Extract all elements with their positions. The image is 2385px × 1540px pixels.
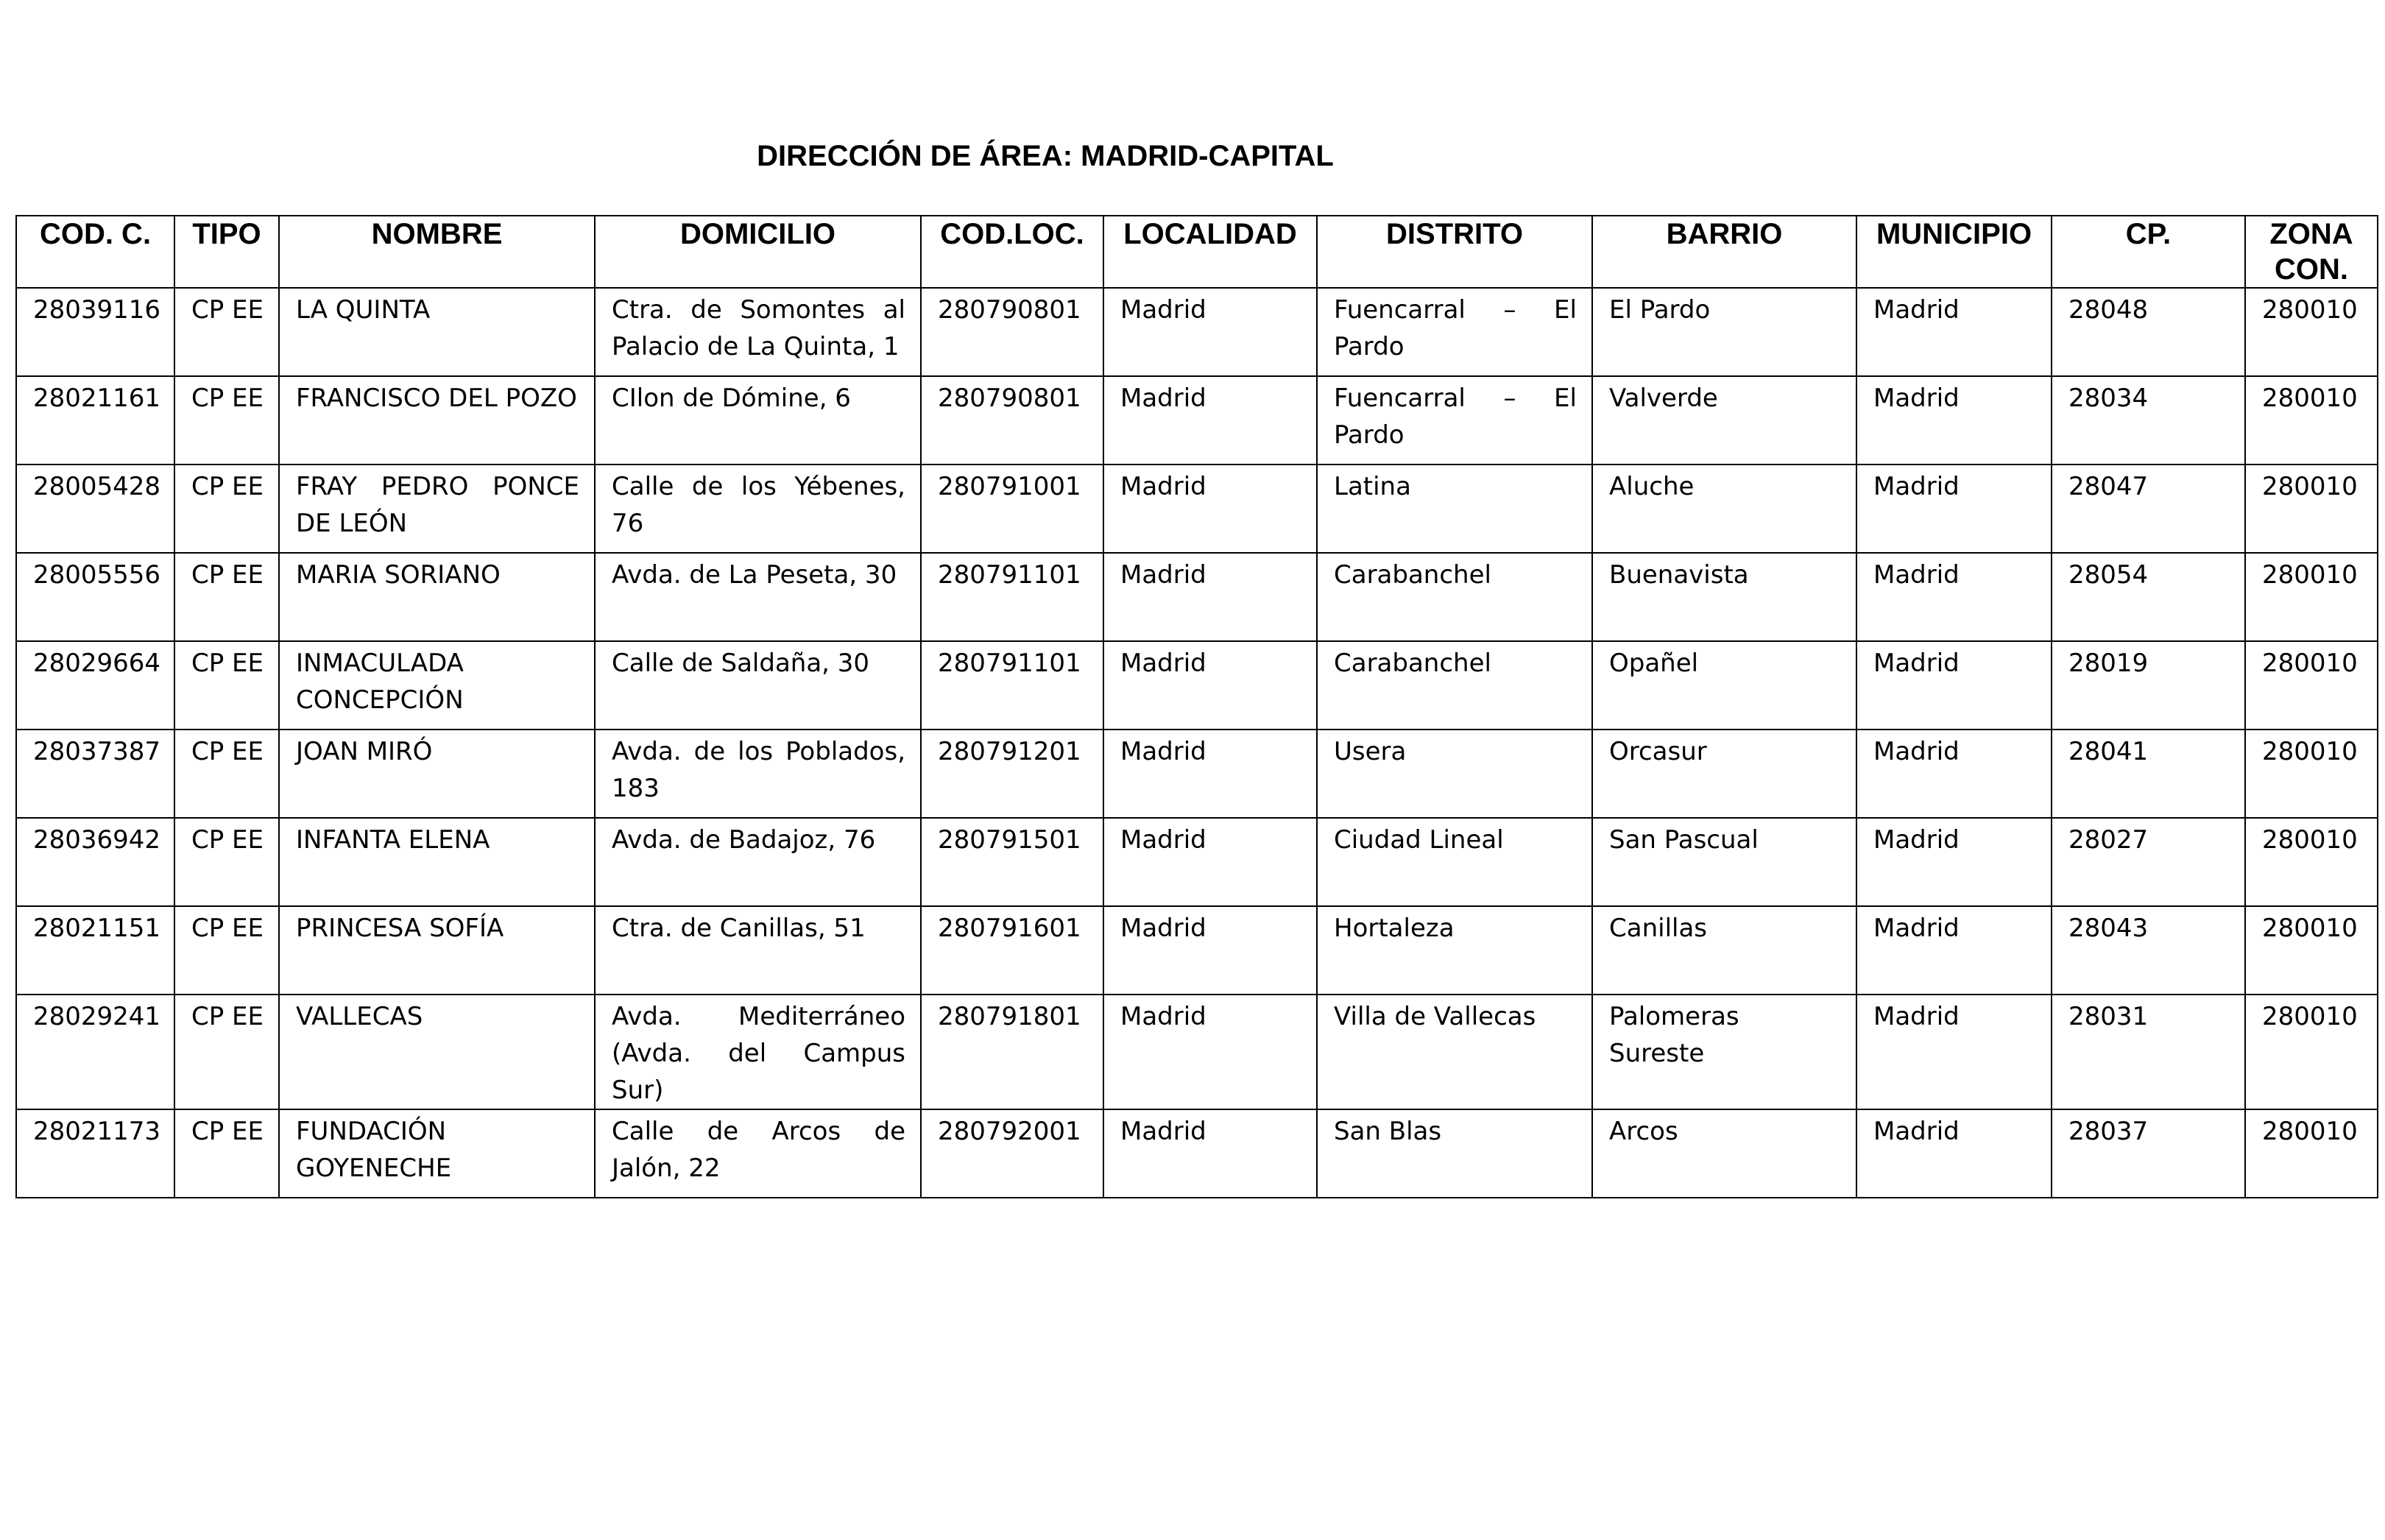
cell-barrio: Aluche xyxy=(1592,465,1856,553)
cell-distrito: Latina xyxy=(1317,465,1592,553)
table-row xyxy=(16,288,2378,376)
cell-barrio: Opañel xyxy=(1592,641,1856,730)
cell-cp: 28043 xyxy=(2052,906,2245,995)
cell-cod-loc: 280790801 xyxy=(921,288,1103,376)
cell-cp: 28048 xyxy=(2052,288,2245,376)
cell-tipo: CP EE xyxy=(174,906,279,995)
cell-cp: 28047 xyxy=(2052,465,2245,553)
cell-municipio: Madrid xyxy=(1856,1109,2052,1198)
cell-zona-con: 280010 xyxy=(2245,1109,2378,1198)
cell-localidad: Madrid xyxy=(1103,730,1317,818)
cell-domicilio: Ctra. de Canillas, 51 xyxy=(595,906,921,995)
cell-cp: 28019 xyxy=(2052,641,2245,730)
cell-nombre: JOAN MIRÓ xyxy=(279,730,595,818)
cell-municipio: Madrid xyxy=(1856,995,2052,1109)
schools-table xyxy=(15,215,2378,1198)
header-distrito: DISTRITO xyxy=(1317,216,1592,288)
cell-cp: 28037 xyxy=(2052,1109,2245,1198)
cell-barrio: El Pardo xyxy=(1592,288,1856,376)
cell-cp: 28041 xyxy=(2052,730,2245,818)
page-title: DIRECCIÓN DE ÁREA: MADRID-CAPITAL xyxy=(757,140,1334,172)
cell-barrio: Orcasur xyxy=(1592,730,1856,818)
table-row xyxy=(16,376,2378,465)
header-nombre: NOMBRE xyxy=(279,216,595,288)
cell-domicilio: Avda. de Badajoz, 76 xyxy=(595,818,921,906)
cell-zona-con: 280010 xyxy=(2245,995,2378,1109)
cell-tipo: CP EE xyxy=(174,995,279,1109)
cell-cod-c: 28029241 xyxy=(16,995,174,1109)
cell-cod-loc: 280791101 xyxy=(921,641,1103,730)
cell-municipio: Madrid xyxy=(1856,465,2052,553)
cell-barrio: Canillas xyxy=(1592,906,1856,995)
table-row xyxy=(16,906,2378,995)
cell-nombre: PRINCESA SOFÍA xyxy=(279,906,595,995)
cell-domicilio: Avda. de La Peseta, 30 xyxy=(595,553,921,641)
table-row xyxy=(16,995,2378,1109)
table-header-row xyxy=(16,216,2378,288)
cell-cod-c: 28039116 xyxy=(16,288,174,376)
cell-tipo: CP EE xyxy=(174,288,279,376)
cell-tipo: CP EE xyxy=(174,1109,279,1198)
cell-nombre: FRAY PEDRO PONCE DE LEÓN xyxy=(279,465,595,553)
cell-distrito: Carabanchel xyxy=(1317,553,1592,641)
cell-nombre: FUNDACIÓN GOYENECHE xyxy=(279,1109,595,1198)
cell-localidad: Madrid xyxy=(1103,465,1317,553)
cell-municipio: Madrid xyxy=(1856,641,2052,730)
cell-municipio: Madrid xyxy=(1856,818,2052,906)
cell-nombre: INFANTA ELENA xyxy=(279,818,595,906)
table-row xyxy=(16,553,2378,641)
cell-tipo: CP EE xyxy=(174,818,279,906)
cell-cod-c: 28021173 xyxy=(16,1109,174,1198)
cell-barrio: Valverde xyxy=(1592,376,1856,465)
cell-cod-c: 28005556 xyxy=(16,553,174,641)
table-row xyxy=(16,465,2378,553)
cell-zona-con: 280010 xyxy=(2245,465,2378,553)
cell-tipo: CP EE xyxy=(174,641,279,730)
cell-zona-con: 280010 xyxy=(2245,641,2378,730)
cell-cp: 28027 xyxy=(2052,818,2245,906)
cell-cod-c: 28029664 xyxy=(16,641,174,730)
header-cod-c: COD. C. xyxy=(16,216,174,288)
header-cp: CP. xyxy=(2052,216,2245,288)
cell-distrito: Fuencarral – El Pardo xyxy=(1317,376,1592,465)
cell-localidad: Madrid xyxy=(1103,906,1317,995)
cell-domicilio: Calle de Saldaña, 30 xyxy=(595,641,921,730)
cell-tipo: CP EE xyxy=(174,730,279,818)
table-row xyxy=(16,641,2378,730)
cell-distrito: Fuencarral – El Pardo xyxy=(1317,288,1592,376)
cell-barrio: Arcos xyxy=(1592,1109,1856,1198)
cell-cod-loc: 280791101 xyxy=(921,553,1103,641)
cell-domicilio: Calle de Arcos de Jalón, 22 xyxy=(595,1109,921,1198)
cell-cod-loc: 280791501 xyxy=(921,818,1103,906)
cell-barrio: San Pascual xyxy=(1592,818,1856,906)
cell-cod-c: 28036942 xyxy=(16,818,174,906)
cell-nombre: FRANCISCO DEL POZO xyxy=(279,376,595,465)
cell-cod-loc: 280791601 xyxy=(921,906,1103,995)
table-row xyxy=(16,818,2378,906)
header-zona-con: ZONA CON. xyxy=(2245,216,2378,288)
header-barrio: BARRIO xyxy=(1592,216,1856,288)
cell-nombre: LA QUINTA xyxy=(279,288,595,376)
cell-municipio: Madrid xyxy=(1856,553,2052,641)
cell-zona-con: 280010 xyxy=(2245,288,2378,376)
cell-zona-con: 280010 xyxy=(2245,730,2378,818)
cell-localidad: Madrid xyxy=(1103,288,1317,376)
cell-cod-c: 28021151 xyxy=(16,906,174,995)
cell-cod-c: 28021161 xyxy=(16,376,174,465)
cell-municipio: Madrid xyxy=(1856,288,2052,376)
cell-municipio: Madrid xyxy=(1856,376,2052,465)
cell-municipio: Madrid xyxy=(1856,730,2052,818)
cell-municipio: Madrid xyxy=(1856,906,2052,995)
cell-cp: 28054 xyxy=(2052,553,2245,641)
cell-tipo: CP EE xyxy=(174,553,279,641)
cell-zona-con: 280010 xyxy=(2245,553,2378,641)
cell-distrito: Ciudad Lineal xyxy=(1317,818,1592,906)
table-row xyxy=(16,1109,2378,1198)
header-domicilio: DOMICILIO xyxy=(595,216,921,288)
cell-cod-c: 28005428 xyxy=(16,465,174,553)
cell-cod-loc: 280791001 xyxy=(921,465,1103,553)
cell-tipo: CP EE xyxy=(174,465,279,553)
cell-zona-con: 280010 xyxy=(2245,906,2378,995)
cell-domicilio: Avda. de los Poblados, 183 xyxy=(595,730,921,818)
cell-nombre: INMACULADA CONCEPCIÓN xyxy=(279,641,595,730)
cell-zona-con: 280010 xyxy=(2245,376,2378,465)
cell-cod-loc: 280792001 xyxy=(921,1109,1103,1198)
header-localidad: LOCALIDAD xyxy=(1103,216,1317,288)
cell-tipo: CP EE xyxy=(174,376,279,465)
cell-localidad: Madrid xyxy=(1103,641,1317,730)
cell-cod-loc: 280791201 xyxy=(921,730,1103,818)
cell-domicilio: Avda. Mediterráneo (Avda. del Campus Sur) xyxy=(595,995,921,1109)
table-row xyxy=(16,730,2378,818)
cell-cp: 28031 xyxy=(2052,995,2245,1109)
cell-domicilio: CIlon de Dómine, 6 xyxy=(595,376,921,465)
cell-distrito: Carabanchel xyxy=(1317,641,1592,730)
cell-distrito: San Blas xyxy=(1317,1109,1592,1198)
cell-localidad: Madrid xyxy=(1103,995,1317,1109)
cell-distrito: Villa de Vallecas xyxy=(1317,995,1592,1109)
cell-barrio: Palomeras Sureste xyxy=(1592,995,1856,1109)
cell-localidad: Madrid xyxy=(1103,553,1317,641)
cell-zona-con: 280010 xyxy=(2245,818,2378,906)
header-municipio: MUNICIPIO xyxy=(1856,216,2052,288)
cell-barrio: Buenavista xyxy=(1592,553,1856,641)
cell-distrito: Hortaleza xyxy=(1317,906,1592,995)
cell-nombre: MARIA SORIANO xyxy=(279,553,595,641)
cell-localidad: Madrid xyxy=(1103,376,1317,465)
cell-domicilio: Calle de los Yébenes, 76 xyxy=(595,465,921,553)
cell-domicilio: Ctra. de Somontes al Palacio de La Quinta, 1 xyxy=(595,288,921,376)
cell-cod-c: 28037387 xyxy=(16,730,174,818)
cell-localidad: Madrid xyxy=(1103,1109,1317,1198)
cell-nombre: VALLECAS xyxy=(279,995,595,1109)
cell-distrito: Usera xyxy=(1317,730,1592,818)
cell-cod-loc: 280791801 xyxy=(921,995,1103,1109)
cell-localidad: Madrid xyxy=(1103,818,1317,906)
cell-cp: 28034 xyxy=(2052,376,2245,465)
header-cod-loc: COD.LOC. xyxy=(921,216,1103,288)
cell-cod-loc: 280790801 xyxy=(921,376,1103,465)
header-tipo: TIPO xyxy=(174,216,279,288)
